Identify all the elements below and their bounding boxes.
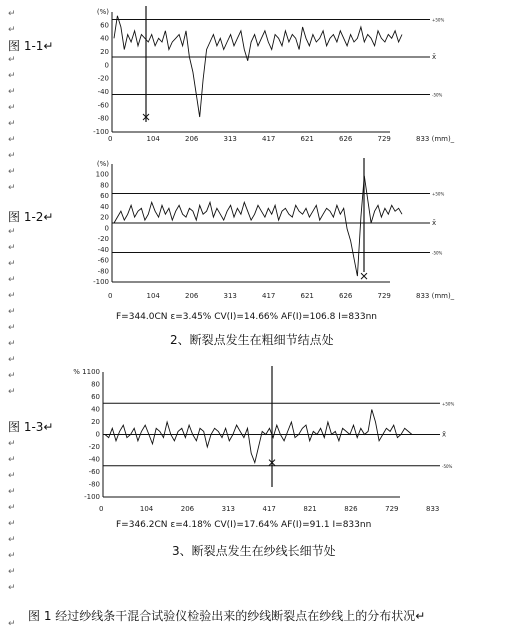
x-tick-label: 626 — [339, 292, 353, 300]
paragraph-mark: ↵ — [8, 307, 16, 317]
figure-label-1-1: 图 1-1↵ — [8, 39, 54, 53]
paragraph-mark: ↵ — [8, 387, 16, 397]
chart-1-2-stats: F=344.0CN ε=3.45% CV(I)=14.66% AF(I)=106.8 I=833nn — [116, 312, 378, 322]
y-tick-label: -20 — [97, 74, 109, 83]
y-tick-label: 80 — [91, 380, 100, 389]
y-tick-label: 0 — [104, 224, 109, 233]
y-tick-label: (%) — [96, 8, 109, 16]
y-tick-label: -80 — [88, 480, 100, 489]
y-tick-label: 40 — [100, 34, 109, 43]
y-tick-label: 60 — [100, 192, 109, 201]
y-tick-label: 60 — [91, 393, 100, 401]
paragraph-mark: ↵ — [8, 103, 16, 113]
paragraph-mark: ↵ — [8, 487, 16, 497]
data-series-line — [105, 410, 412, 463]
x-tick-label: 833 (mm)_ — [416, 292, 455, 300]
y-tick-label: 0 — [104, 61, 109, 70]
x-tick-label: 0 — [108, 135, 113, 143]
y-tick-label: -60 — [97, 256, 109, 265]
reference-label-lower: -50% — [432, 92, 443, 98]
paragraph-mark: ↵ — [8, 183, 16, 193]
y-tick-label: 0 — [95, 430, 100, 439]
paragraph-mark: ↵ — [8, 71, 16, 81]
x-tick-label: 104 — [139, 505, 154, 513]
x-tick-label: 104 — [146, 135, 160, 143]
paragraph-mark: ↵ — [8, 227, 16, 237]
x-tick-label: 206 — [180, 505, 195, 513]
paragraph-mark: ↵ — [8, 455, 16, 465]
y-tick-label: -100 — [84, 493, 100, 501]
paragraph-mark: ↵ — [8, 535, 16, 545]
x-tick-label: 417 — [262, 505, 276, 513]
x-tick-label: 833 (mm)_ — [416, 135, 455, 143]
y-tick-label: 100 — [95, 170, 109, 179]
x-tick-label: 621 — [300, 292, 314, 300]
x-tick-label: 206 — [185, 292, 199, 300]
reference-label-lower: -50% — [442, 463, 453, 469]
y-tick-label: 20 — [100, 48, 109, 56]
y-tick-label: -40 — [88, 455, 100, 464]
x-tick-label: 313 — [223, 135, 237, 143]
x-tick-label: 729 — [377, 292, 391, 300]
reference-label-upper: +50% — [432, 17, 445, 23]
paragraph-mark: ↵ — [8, 25, 16, 35]
y-tick-label: 40 — [100, 202, 109, 211]
reference-label-mid: x̄ — [432, 219, 437, 227]
paragraph-mark: ↵ — [8, 323, 16, 333]
x-tick-label: 833 — [426, 505, 440, 513]
y-tick-label: -20 — [88, 443, 100, 451]
paragraph-mark: ↵ — [8, 243, 16, 253]
paragraph-mark: ↵ — [8, 259, 16, 269]
y-tick-label: 20 — [100, 213, 109, 222]
paragraph-mark: ↵ — [8, 439, 16, 449]
y-tick-label: -100 — [93, 278, 109, 286]
paragraph-mark: ↵ — [8, 275, 16, 285]
reference-label-mid: x̄ — [432, 53, 437, 61]
paragraph-mark: ↵ — [8, 119, 16, 129]
y-tick-label: 80 — [100, 181, 109, 190]
paragraph-mark: ↵ — [8, 151, 16, 161]
chart-1-3-subcaption: 3、断裂点发生在纱线长细节处 — [172, 544, 336, 558]
x-tick-label: 621 — [300, 135, 314, 143]
y-tick-label: -60 — [88, 468, 100, 476]
reference-label-upper: +50% — [432, 191, 445, 197]
x-tick-label: 206 — [185, 135, 199, 143]
reference-label-upper: +50% — [442, 401, 455, 407]
x-tick-label: 417 — [262, 292, 276, 300]
paragraph-mark: ↵ — [8, 551, 16, 561]
x-tick-label: 0 — [108, 292, 113, 300]
paragraph-mark: ↵ — [8, 583, 16, 593]
y-tick-label: % 1100 — [73, 368, 100, 376]
paragraph-mark: ↵ — [8, 567, 16, 577]
paragraph-mark: ↵ — [8, 371, 16, 381]
x-tick-label: 729 — [377, 135, 391, 143]
y-tick-label: -20 — [97, 235, 109, 244]
paragraph-mark: ↵ — [8, 619, 16, 629]
reference-label-lower: -50% — [432, 250, 443, 256]
x-tick-label: 417 — [262, 135, 276, 143]
paragraph-mark: ↵ — [8, 167, 16, 177]
x-tick-label: 821 — [303, 505, 317, 513]
paragraph-mark: ↵ — [8, 135, 16, 145]
paragraph-mark: ↵ — [8, 55, 16, 65]
x-tick-label: 626 — [339, 135, 353, 143]
paragraph-mark: ↵ — [8, 503, 16, 513]
x-tick-label: 729 — [385, 505, 399, 513]
paragraph-mark: ↵ — [8, 87, 16, 97]
y-tick-label: -100 — [93, 128, 109, 136]
y-tick-label: 40 — [91, 405, 100, 414]
paragraph-mark: ↵ — [8, 355, 16, 365]
x-tick-label: 313 — [223, 292, 237, 300]
y-tick-label: -40 — [97, 245, 109, 254]
y-tick-label: -40 — [97, 88, 109, 96]
chart-1-3-stats: F=346.2CN ε=4.18% CV(I)=17.64% AF(I)=91.1 I=833nn — [116, 520, 372, 530]
paragraph-mark: ↵ — [8, 9, 16, 19]
y-tick-label: 60 — [100, 21, 109, 30]
x-tick-label: 104 — [146, 292, 160, 300]
y-tick-label: (%) — [96, 160, 109, 168]
x-tick-label: 313 — [221, 505, 235, 513]
figure-label-1-2: 图 1-2↵ — [8, 210, 54, 224]
paragraph-mark: ↵ — [8, 471, 16, 481]
reference-label-mid: x̄ — [442, 430, 447, 439]
y-tick-label: -80 — [97, 267, 109, 276]
y-tick-label: -60 — [97, 101, 109, 110]
paragraph-mark: ↵ — [8, 519, 16, 529]
paragraph-mark: ↵ — [8, 291, 16, 301]
chart-1-2-subcaption: 2、断裂点发生在粗细节结点处 — [170, 333, 334, 347]
x-tick-label: 826 — [344, 505, 358, 513]
y-tick-label: -80 — [97, 114, 109, 123]
figure-caption: 图 1 经过纱线条干混合试验仪检验出来的纱线断裂点在纱线上的分布状况↵ — [28, 609, 426, 623]
figure-label-1-3: 图 1-3↵ — [8, 420, 54, 434]
y-tick-label: 20 — [91, 418, 100, 426]
paragraph-mark: ↵ — [8, 339, 16, 349]
x-tick-label: 0 — [99, 505, 104, 513]
